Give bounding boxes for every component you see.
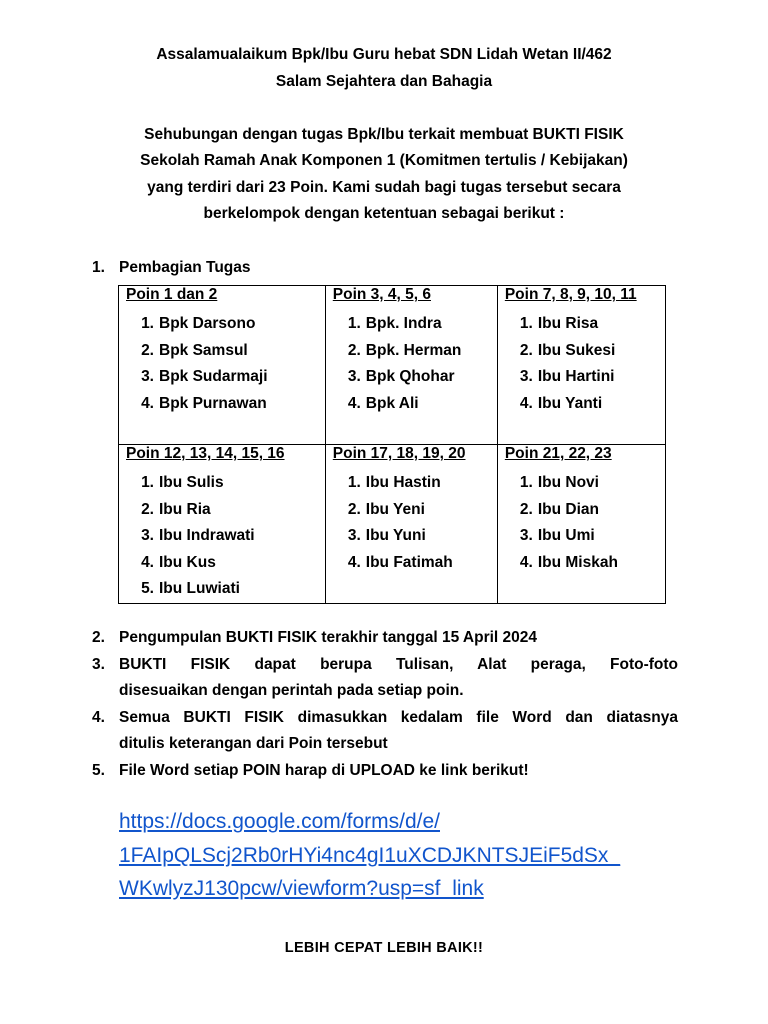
member-item: 4. Ibu Kus xyxy=(141,553,216,571)
member-list xyxy=(333,470,497,576)
member-item: 4. Bpk Ali xyxy=(347,394,419,412)
member-item: 1. Ibu Risa xyxy=(519,315,599,332)
list-item-text: Pembagian Tugas xyxy=(119,259,251,276)
member-list xyxy=(333,311,497,417)
group-cell xyxy=(119,445,326,604)
member-item: 3. Bpk Sudarmaji xyxy=(141,368,268,385)
group-title: Poin 7, 8, 9, 10, 11 xyxy=(504,286,637,303)
list-item-text: disesuaikan dengan perintah pada setiap poin. xyxy=(119,682,464,699)
closing-slogan: LEBIH CEPAT LEBIH BAIK!! xyxy=(284,940,484,956)
intro-line: Sekolah Ramah Anak Komponen 1 (Komitmen tertulis / Kebijakan) xyxy=(140,152,628,169)
member-item: 4. Bpk Purnawan xyxy=(141,394,267,412)
list-item-text: Semua BUKTI FISIK dimasukkan kedalam file Word dan diatasnya xyxy=(119,709,678,726)
group-title: Poin 17, 18, 19, 20 xyxy=(332,445,466,462)
member-item: 1. Ibu Sulis xyxy=(141,474,224,491)
member-item: 3. Ibu Hartini xyxy=(519,368,615,385)
group-cell xyxy=(497,445,665,604)
member-item: 4. Ibu Yanti xyxy=(519,394,603,412)
salutation-line: Salam Sejahtera dan Bahagia xyxy=(275,73,493,90)
upload-form-link[interactable]: WKwlyzJ130pcw/viewform?usp=sf_link xyxy=(119,877,484,900)
list-item-text: BUKTI FISIK dapat berupa Tulisan, Alat peraga, Foto-foto xyxy=(119,656,678,673)
member-item: 1. Ibu Novi xyxy=(519,474,599,491)
group-cell xyxy=(497,286,665,445)
member-item: 4. Ibu Miskah xyxy=(519,553,618,571)
intro-line: yang terdiri dari 23 Poin. Kami sudah bagi tugas tersebut secara xyxy=(147,179,621,196)
list-number: 1. xyxy=(92,259,105,276)
greeting-line: Assalamualaikum Bpk/Ibu Guru hebat SDN Lidah Wetan II/462 xyxy=(156,46,612,63)
member-item: 1. Bpk Darsono xyxy=(141,315,256,332)
list-item-text: File Word setiap POIN harap di UPLOAD ke link berikut! xyxy=(119,762,529,779)
member-item: 2. Ibu Yeni xyxy=(347,500,425,518)
member-item: 1. Ibu Hastin xyxy=(347,474,441,491)
group-title: Poin 12, 13, 14, 15, 16 xyxy=(126,445,285,462)
list-number: 3. xyxy=(92,656,105,673)
member-item: 4. Ibu Fatimah xyxy=(347,553,453,571)
member-item: 3. Ibu Yuni xyxy=(347,527,426,544)
list-item-text: Pengumpulan BUKTI FISIK terakhir tanggal 15 April 2024 xyxy=(119,629,538,646)
group-title: Poin 3, 4, 5, 6 xyxy=(332,286,431,303)
member-list xyxy=(126,311,325,417)
member-item: 2. Bpk. Herman xyxy=(347,341,462,359)
member-item: 5. Ibu Luwiati xyxy=(141,580,240,597)
list-number: 4. xyxy=(92,709,105,726)
member-item: 3. Bpk Qhohar xyxy=(347,368,455,385)
upload-form-link[interactable]: https://docs.google.com/forms/d/e/ xyxy=(119,810,440,833)
group-cell xyxy=(325,286,497,445)
group-title: Poin 1 dan 2 xyxy=(126,286,218,303)
list-number: 5. xyxy=(92,762,105,779)
member-list xyxy=(505,470,665,576)
group-cell xyxy=(119,286,326,445)
member-item: 2. Ibu Dian xyxy=(519,500,599,518)
list-number: 2. xyxy=(92,629,105,646)
member-item: 3. Ibu Indrawati xyxy=(141,527,255,544)
task-division-table xyxy=(118,285,666,604)
member-item: 3. Ibu Umi xyxy=(519,527,595,544)
intro-line: berkelompok dengan ketentuan sebagai berikut : xyxy=(203,205,565,222)
member-list xyxy=(505,311,665,417)
member-item: 2. Bpk Samsul xyxy=(141,341,248,359)
member-list xyxy=(126,470,325,603)
table-row xyxy=(119,445,666,604)
table-row xyxy=(119,286,666,445)
upload-form-link[interactable]: 1FAIpQLScj2Rb0rHYi4nc4gI1uXCDJKNTSJEiF5dSx_ xyxy=(119,844,621,867)
group-cell xyxy=(325,445,497,604)
group-title: Poin 21, 22, 23 xyxy=(504,445,612,462)
member-item: 2. Ibu Ria xyxy=(141,500,211,518)
member-item: 1. Bpk. Indra xyxy=(347,315,442,332)
list-item-text: ditulis keterangan dari Poin tersebut xyxy=(119,735,388,752)
member-item: 2. Ibu Sukesi xyxy=(519,341,616,359)
intro-line: Sehubungan dengan tugas Bpk/Ibu terkait membuat BUKTI FISIK xyxy=(144,126,624,143)
